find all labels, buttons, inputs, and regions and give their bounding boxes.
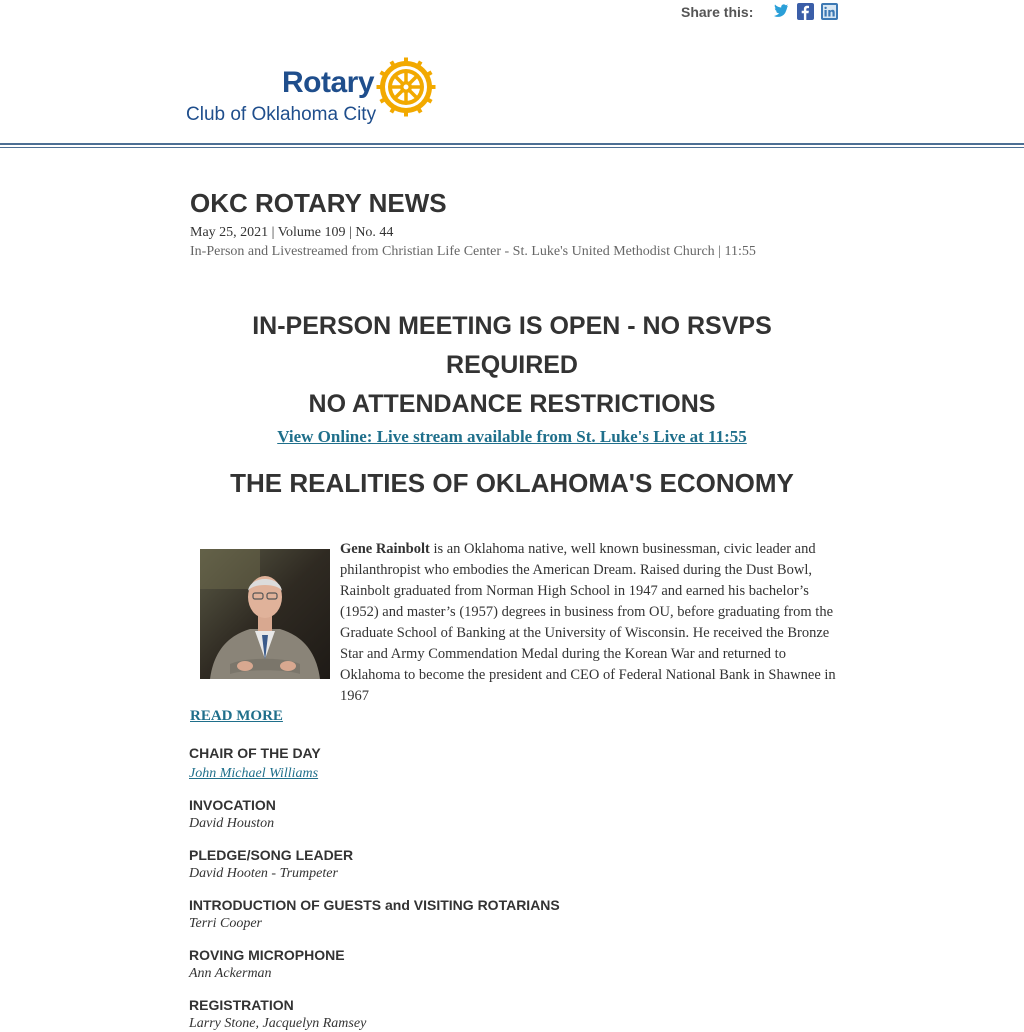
role-label-introduction: INTRODUCTION OF GUESTS and VISITING ROTARIANS bbox=[189, 897, 560, 913]
role-label-chair: CHAIR OF THE DAY bbox=[189, 745, 321, 761]
role-label-invocation: INVOCATION bbox=[189, 797, 276, 813]
logo-brand-text: Rotary bbox=[282, 66, 375, 99]
live-stream-link[interactable]: View Online: Live stream available from St. Luke's Live at 11:55 bbox=[277, 427, 747, 446]
twitter-icon[interactable] bbox=[773, 3, 790, 20]
role-label-registration: REGISTRATION bbox=[189, 997, 294, 1013]
rotary-wheel-icon bbox=[376, 57, 436, 117]
issue-line: May 25, 2021 | Volume 109 | No. 44 bbox=[190, 225, 394, 240]
facebook-icon[interactable] bbox=[797, 3, 814, 20]
role-name-registration: Larry Stone, Jacquelyn Ramsey bbox=[189, 1016, 367, 1031]
linkedin-icon[interactable] bbox=[821, 3, 838, 20]
speaker-name: Gene Rainbolt bbox=[340, 541, 430, 557]
speaker-bio bbox=[340, 539, 840, 707]
attendance-heading: NO ATTENDANCE RESTRICTIONS bbox=[308, 390, 716, 418]
newsletter-title: OKC ROTARY NEWS bbox=[190, 188, 447, 218]
role-name-chair[interactable]: John Michael Williams bbox=[189, 766, 319, 781]
role-name-roving-mic: Ann Ackerman bbox=[189, 966, 272, 981]
venue-line: In-Person and Livestreamed from Christian Life Center - St. Luke's United Methodist Church | 11:55 bbox=[190, 244, 756, 259]
role-name-pledge: David Hooten - Trumpeter bbox=[189, 866, 338, 881]
speaker-photo bbox=[200, 549, 330, 679]
read-more-link[interactable]: READ MORE bbox=[190, 708, 283, 724]
header-divider bbox=[0, 143, 1024, 145]
header-divider-thin bbox=[0, 147, 1024, 148]
share-label: Share this: bbox=[681, 3, 754, 20]
role-name-invocation: David Houston bbox=[189, 816, 275, 831]
role-name-introduction: Terri Cooper bbox=[189, 916, 263, 931]
logo-club-text: Club of Oklahoma City bbox=[186, 104, 377, 125]
speaker-bio-text: is an Oklahoma native, well known businessman, civic leader and philanthropist who embodies the American Dream. Raised during the Dust Bowl, Rainbolt graduated from Norman High School in 1947 and earned his bachelor’s (1952) and master’s (1957) degrees in business from OU, before graduating from the Graduate School of Banking at the University of Wisconsin. He received the Bronze Star and Army Commendation Medal during the Korean War and returned to Oklahoma to become the president and CEO of Federal National Bank in Shawnee in 1967 bbox=[340, 541, 836, 704]
program-title: THE REALITIES OF OKLAHOMA'S ECONOMY bbox=[230, 468, 794, 498]
rotary-logo[interactable] bbox=[186, 56, 446, 130]
role-label-pledge: PLEDGE/SONG LEADER bbox=[189, 847, 354, 863]
meeting-open-heading: IN-PERSON MEETING IS OPEN - NO RSVPS REQUIRED bbox=[252, 312, 772, 379]
role-label-roving-mic: ROVING MICROPHONE bbox=[189, 947, 345, 963]
share-bar bbox=[681, 3, 838, 20]
